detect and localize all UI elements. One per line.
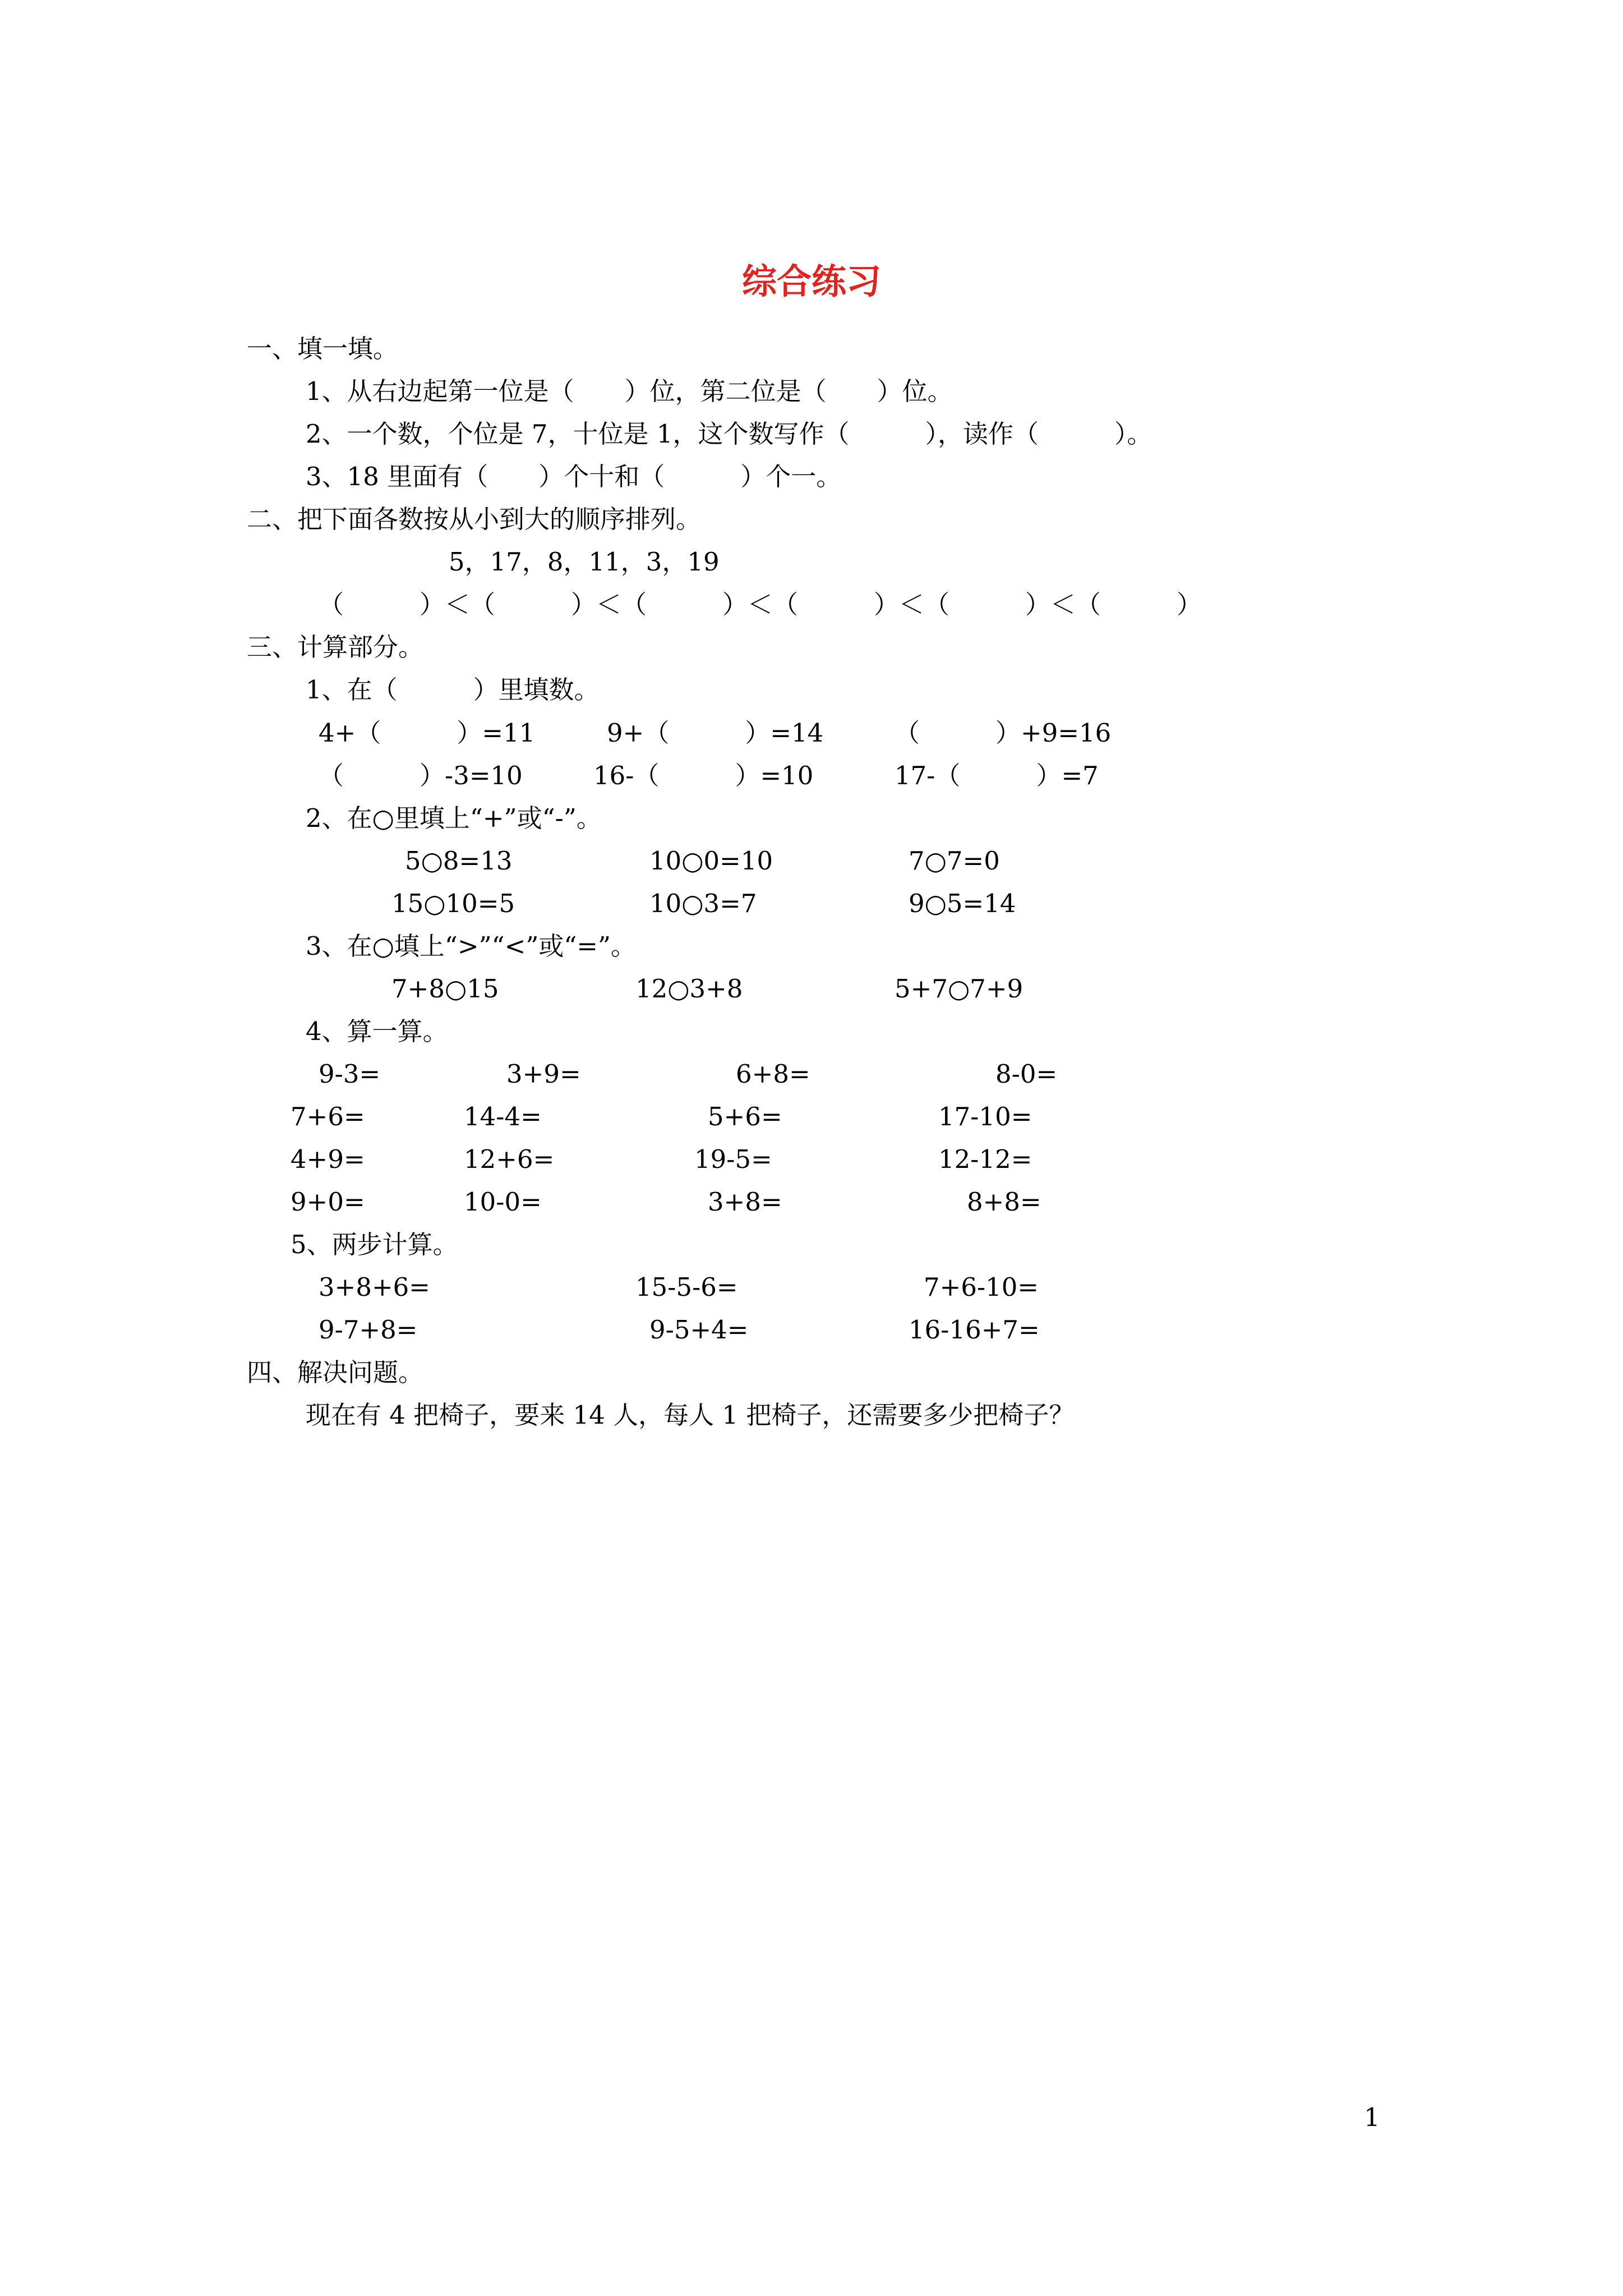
question-1-1: 1、从右边起第一位是（ ）位，第二位是（ ）位。 [306,376,953,406]
exercise: 9+0= [291,1187,365,1217]
exercise: 8-0= [995,1059,1058,1089]
exercise: 9-7+8= [319,1315,418,1345]
section-3-heading: 三、计算部分。 [247,632,424,662]
ordering-blanks: （ ）＜（ ）＜（ ）＜（ ）＜（ ）＜（ ） [319,590,1202,619]
exercise: 17-（ ）=7 [895,761,1099,790]
exercise: 4+（ ）=11 [319,718,536,748]
exercise: 19-5= [694,1144,772,1174]
exercise: 9○5=14 [909,889,1016,918]
part-3-heading: 3、在○填上“>”“<”或“=”。 [306,931,637,961]
exercise: 3+9= [506,1059,581,1089]
exercise: 7+6-10= [924,1272,1039,1302]
exercise: 14-4= [464,1102,542,1131]
exercise: 9+（ ）=14 [607,718,824,748]
exercise: （ ）+9=16 [895,718,1112,748]
part-5-heading: 5、两步计算。 [291,1230,458,1259]
exercise: 6+8= [736,1059,810,1089]
exercise: 8+8= [967,1187,1041,1217]
page-number: 1 [1364,2102,1380,2132]
exercise: 5+7○7+9 [895,974,1023,1004]
exercise: 7+8○15 [391,974,499,1004]
page-title: 综合练习 [741,261,881,302]
exercise: 10○0=10 [649,846,773,876]
exercise: 7+6= [291,1102,365,1131]
section-2-heading: 二、把下面各数按从小到大的顺序排列。 [247,504,702,534]
exercise: （ ）-3=10 [319,761,523,790]
section-4-heading: 四、解决问题。 [247,1358,424,1387]
exercise: 17-10= [938,1102,1032,1131]
part-2-heading: 2、在○里填上“+”或“-”。 [306,803,602,833]
exercise: 9-5+4= [649,1315,749,1345]
exercise: 15-5-6= [635,1272,738,1302]
exercise: 12-12= [938,1144,1032,1174]
exercise: 9-3= [319,1059,381,1089]
part-1-heading: 1、在（ ）里填数。 [306,675,600,705]
question-1-3: 3、18 里面有（ ）个十和（ ）个一。 [306,462,842,491]
exercise: 12○3+8 [635,974,743,1004]
exercise: 3+8= [708,1187,782,1217]
exercise: 16-（ ）=10 [593,761,814,790]
exercise: 12+6= [464,1144,555,1174]
part-4-heading: 4、算一算。 [306,1016,448,1046]
section-1-heading: 一、填一填。 [247,334,399,364]
question-1-2: 2、一个数，个位是 7，十位是 1，这个数写作（ ），读作（ ）。 [306,419,1152,449]
exercise: 7○7=0 [909,846,1000,876]
number-list: 5，17，8，11，3，19 [449,547,720,577]
exercise: 10-0= [464,1187,542,1217]
exercise: 16-16+7= [909,1315,1040,1345]
exercise: 15○10=5 [391,889,515,918]
exercise: 10○3=7 [649,889,757,918]
exercise: 5+6= [708,1102,782,1131]
word-problem: 现在有 4 把椅子，要来 14 人，每人 1 把椅子，还需要多少把椅子？ [306,1400,1075,1430]
exercise: 5○8=13 [405,846,513,876]
exercise: 3+8+6= [319,1272,431,1302]
exercise: 4+9= [291,1144,365,1174]
